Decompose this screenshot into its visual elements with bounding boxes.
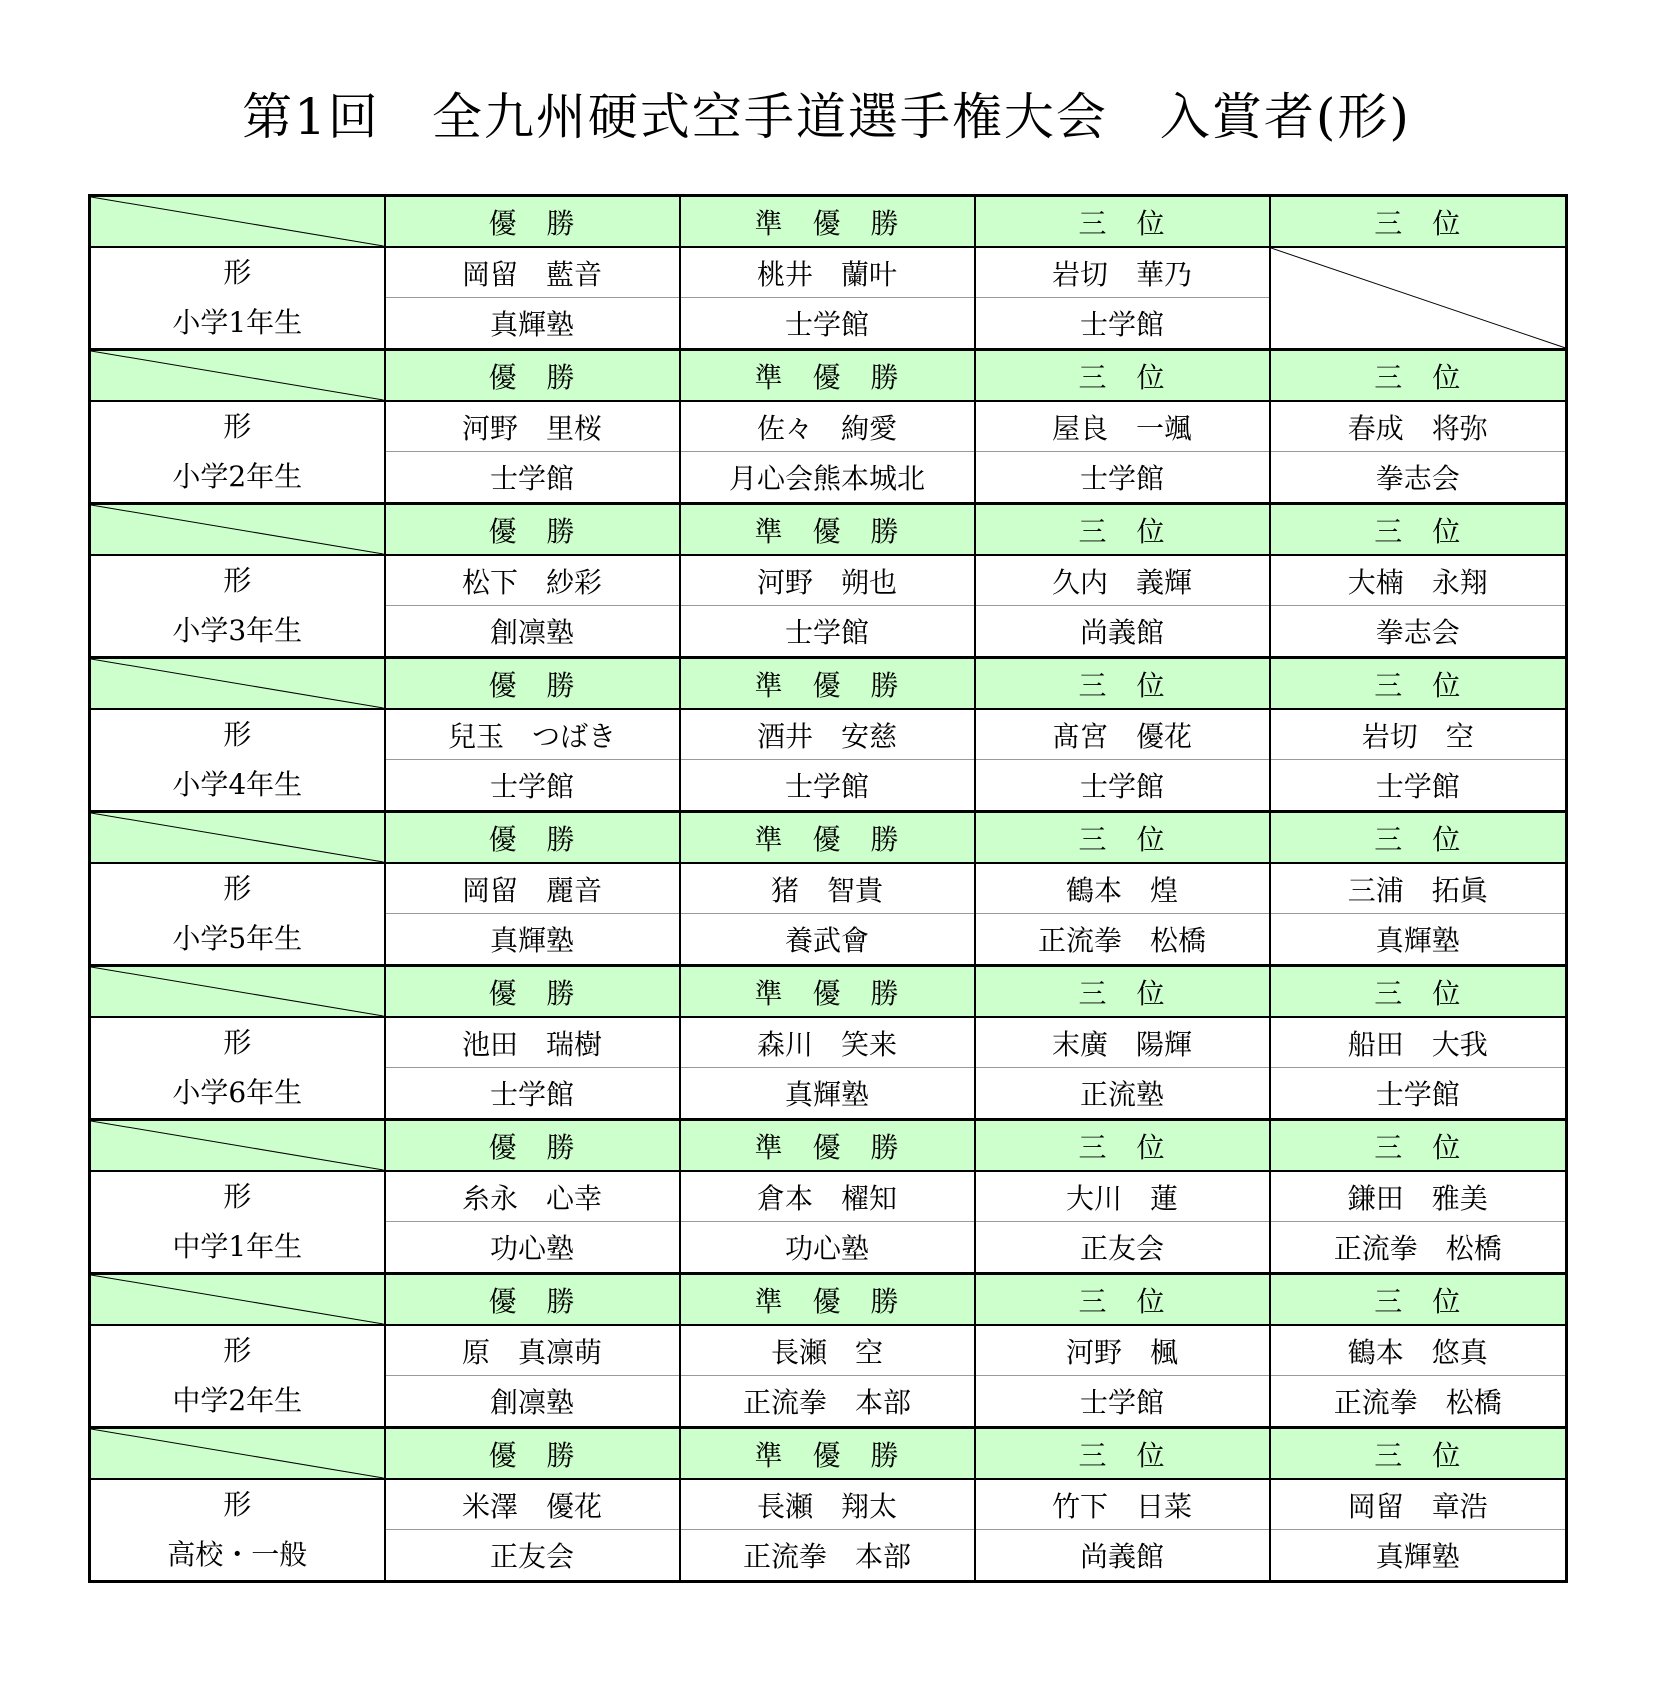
corner-diagonal-line — [91, 197, 384, 246]
competitor-club: 真輝塾 — [385, 298, 680, 350]
header-row — [90, 658, 1567, 710]
competitor-club: 士学館 — [385, 760, 680, 812]
header-corner-cell — [90, 1120, 385, 1172]
name-row — [90, 709, 1567, 760]
name-row — [90, 247, 1567, 298]
competitor-club: 正友会 — [975, 1222, 1270, 1274]
competitor-name: 岩切 華乃 — [975, 247, 1270, 298]
header-winner: 優 勝 — [385, 812, 680, 864]
division-label: 小学2年生 — [172, 460, 303, 493]
corner-diagonal-line — [91, 1121, 384, 1170]
event-label: 形 — [223, 718, 252, 751]
name-row — [90, 401, 1567, 452]
header-winner: 優 勝 — [385, 504, 680, 556]
header-row — [90, 966, 1567, 1018]
competitor-name: 鶴本 煌 — [975, 863, 1270, 914]
competitor-name: 髙宮 優花 — [975, 709, 1270, 760]
competitor-club: 士学館 — [680, 298, 975, 350]
competitor-name: 猪 智貴 — [680, 863, 975, 914]
header-corner-cell — [90, 1274, 385, 1326]
event-label: 形 — [223, 256, 252, 289]
competitor-name: 鎌田 雅美 — [1270, 1171, 1567, 1222]
name-row — [90, 863, 1567, 914]
category-cell — [90, 401, 385, 504]
competitor-club: 正流拳 松橋 — [975, 914, 1270, 966]
competitor-club: 創凛塾 — [385, 606, 680, 658]
name-row — [90, 555, 1567, 606]
event-label: 形 — [223, 872, 252, 905]
division-label: 小学5年生 — [172, 922, 303, 955]
category-cell — [90, 709, 385, 812]
division-label: 小学1年生 — [172, 306, 303, 339]
competitor-club: 正流拳 本部 — [680, 1530, 975, 1582]
name-row — [90, 1017, 1567, 1068]
header-winner: 優 勝 — [385, 196, 680, 248]
category-cell — [90, 555, 385, 658]
page-title: 第1回 全九州硬式空手道選手権大会 入賞者(形) — [242, 88, 1411, 146]
competitor-club: 士学館 — [680, 606, 975, 658]
name-row — [90, 1479, 1567, 1530]
competitor-club: 尚義館 — [975, 1530, 1270, 1582]
division-label: 小学3年生 — [172, 614, 303, 647]
corner-diagonal-line — [91, 659, 384, 708]
corner-diagonal-line — [91, 967, 384, 1016]
competitor-club: 士学館 — [1270, 1068, 1567, 1120]
header-third-place: 三 位 — [1270, 1120, 1567, 1172]
competitor-club: 正友会 — [385, 1530, 680, 1582]
header-third-place: 三 位 — [975, 504, 1270, 556]
division-label: 高校・一般 — [167, 1538, 308, 1571]
competitor-club: 士学館 — [680, 760, 975, 812]
competitor-name: 糸永 心幸 — [385, 1171, 680, 1222]
header-row — [90, 1120, 1567, 1172]
header-third-place: 三 位 — [1270, 658, 1567, 710]
header-third-place: 三 位 — [975, 966, 1270, 1018]
competitor-name: 長瀬 空 — [680, 1325, 975, 1376]
header-winner: 優 勝 — [385, 1120, 680, 1172]
competitor-club: 士学館 — [975, 298, 1270, 350]
corner-diagonal-line — [91, 351, 384, 400]
header-third-place: 三 位 — [975, 1428, 1270, 1480]
corner-diagonal-line — [91, 1275, 384, 1324]
header-corner-cell — [90, 1428, 385, 1480]
header-row — [90, 504, 1567, 556]
header-runner-up: 準 優 勝 — [680, 1120, 975, 1172]
competitor-name: 米澤 優花 — [385, 1479, 680, 1530]
division-label: 小学4年生 — [172, 768, 303, 801]
header-row — [90, 1428, 1567, 1480]
header-runner-up: 準 優 勝 — [680, 350, 975, 402]
header-corner-cell — [90, 196, 385, 248]
header-winner: 優 勝 — [385, 1274, 680, 1326]
header-runner-up: 準 優 勝 — [680, 1274, 975, 1326]
corner-diagonal-line — [91, 813, 384, 862]
header-runner-up: 準 優 勝 — [680, 658, 975, 710]
header-third-place: 三 位 — [1270, 1428, 1567, 1480]
header-runner-up: 準 優 勝 — [680, 966, 975, 1018]
event-label: 形 — [223, 1026, 252, 1059]
competitor-club: 正流拳 本部 — [680, 1376, 975, 1428]
header-third-place: 三 位 — [1270, 504, 1567, 556]
header-corner-cell — [90, 658, 385, 710]
competitor-club: 創凛塾 — [385, 1376, 680, 1428]
competitor-name: 岡留 章浩 — [1270, 1479, 1567, 1530]
header-corner-cell — [90, 812, 385, 864]
competitor-name: 長瀬 翔太 — [680, 1479, 975, 1530]
competitor-name: 倉本 櫂知 — [680, 1171, 975, 1222]
name-row — [90, 1325, 1567, 1376]
header-third-place: 三 位 — [975, 196, 1270, 248]
header-runner-up: 準 優 勝 — [680, 196, 975, 248]
event-label: 形 — [223, 564, 252, 597]
competitor-name: 佐々 絢愛 — [680, 401, 975, 452]
competitor-club: 尚義館 — [975, 606, 1270, 658]
name-row — [90, 1171, 1567, 1222]
division-label: 中学2年生 — [172, 1384, 303, 1417]
empty-slot-diagonal-line — [1271, 248, 1566, 348]
header-third-place: 三 位 — [975, 658, 1270, 710]
competitor-club: 正流塾 — [975, 1068, 1270, 1120]
competitor-name: 松下 紗彩 — [385, 555, 680, 606]
competitor-name: 岡留 藍音 — [385, 247, 680, 298]
competitor-name: 酒井 安慈 — [680, 709, 975, 760]
header-winner: 優 勝 — [385, 966, 680, 1018]
competitor-club: 士学館 — [975, 760, 1270, 812]
competitor-name: 森川 笑来 — [680, 1017, 975, 1068]
header-third-place: 三 位 — [975, 350, 1270, 402]
competitor-club: 月心会熊本城北 — [680, 452, 975, 504]
competitor-name: 竹下 日菜 — [975, 1479, 1270, 1530]
competitor-club: 養武會 — [680, 914, 975, 966]
competitor-name: 春成 将弥 — [1270, 401, 1567, 452]
header-row — [90, 812, 1567, 864]
competitor-club: 真輝塾 — [385, 914, 680, 966]
header-winner: 優 勝 — [385, 350, 680, 402]
competitor-name: 鶴本 悠真 — [1270, 1325, 1567, 1376]
competitor-name: 大川 蓮 — [975, 1171, 1270, 1222]
competitor-club: 拳志会 — [1270, 452, 1567, 504]
competitor-name: 桃井 蘭叶 — [680, 247, 975, 298]
header-third-place: 三 位 — [975, 1274, 1270, 1326]
event-label: 形 — [223, 1180, 252, 1213]
competitor-club: 功心塾 — [680, 1222, 975, 1274]
competitor-name: 大楠 永翔 — [1270, 555, 1567, 606]
competitor-name: 久内 義輝 — [975, 555, 1270, 606]
header-third-place: 三 位 — [1270, 1274, 1567, 1326]
header-runner-up: 準 優 勝 — [680, 1428, 975, 1480]
competitor-name: 池田 瑞樹 — [385, 1017, 680, 1068]
competitor-name: 船田 大我 — [1270, 1017, 1567, 1068]
competitor-name: 末廣 陽輝 — [975, 1017, 1270, 1068]
competitor-club: 士学館 — [1270, 760, 1567, 812]
competitor-club: 真輝塾 — [680, 1068, 975, 1120]
competitor-club: 士学館 — [385, 1068, 680, 1120]
header-row — [90, 350, 1567, 402]
header-third-place: 三 位 — [1270, 812, 1567, 864]
competitor-name: 三浦 拓眞 — [1270, 863, 1567, 914]
header-third-place: 三 位 — [1270, 196, 1567, 248]
event-label: 形 — [223, 1488, 252, 1521]
header-row — [90, 196, 1567, 248]
competitor-club: 正流拳 松橋 — [1270, 1222, 1567, 1274]
competitor-club: 真輝塾 — [1270, 1530, 1567, 1582]
corner-diagonal-line — [91, 1429, 384, 1478]
empty-slot-cell — [1270, 247, 1567, 350]
competitor-club: 功心塾 — [385, 1222, 680, 1274]
competitor-club: 士学館 — [385, 452, 680, 504]
competitor-name: 河野 朔也 — [680, 555, 975, 606]
corner-diagonal-line — [91, 505, 384, 554]
category-cell — [90, 247, 385, 350]
category-cell — [90, 1171, 385, 1274]
competitor-name: 岡留 麗音 — [385, 863, 680, 914]
competitor-name: 原 真凛萌 — [385, 1325, 680, 1376]
competitor-name: 河野 里桜 — [385, 401, 680, 452]
competitor-club: 拳志会 — [1270, 606, 1567, 658]
competitor-name: 兒玉 つばき — [385, 709, 680, 760]
header-third-place: 三 位 — [975, 812, 1270, 864]
header-third-place: 三 位 — [1270, 966, 1567, 1018]
competitor-club: 正流拳 松橋 — [1270, 1376, 1567, 1428]
category-cell — [90, 1479, 385, 1582]
header-runner-up: 準 優 勝 — [680, 812, 975, 864]
header-third-place: 三 位 — [1270, 350, 1567, 402]
competitor-club: 士学館 — [975, 452, 1270, 504]
category-cell — [90, 1017, 385, 1120]
header-runner-up: 準 優 勝 — [680, 504, 975, 556]
division-label: 小学6年生 — [172, 1076, 303, 1109]
header-winner: 優 勝 — [385, 658, 680, 710]
header-row — [90, 1274, 1567, 1326]
results-table — [88, 194, 1568, 1583]
category-cell — [90, 1325, 385, 1428]
event-label: 形 — [223, 410, 252, 443]
competitor-name: 岩切 空 — [1270, 709, 1567, 760]
division-label: 中学1年生 — [172, 1230, 303, 1263]
header-third-place: 三 位 — [975, 1120, 1270, 1172]
category-cell — [90, 863, 385, 966]
header-corner-cell — [90, 504, 385, 556]
competitor-name: 屋良 一颯 — [975, 401, 1270, 452]
header-corner-cell — [90, 350, 385, 402]
header-corner-cell — [90, 966, 385, 1018]
header-winner: 優 勝 — [385, 1428, 680, 1480]
competitor-name: 河野 楓 — [975, 1325, 1270, 1376]
competitor-club: 士学館 — [975, 1376, 1270, 1428]
event-label: 形 — [223, 1334, 252, 1367]
competitor-club: 真輝塾 — [1270, 914, 1567, 966]
